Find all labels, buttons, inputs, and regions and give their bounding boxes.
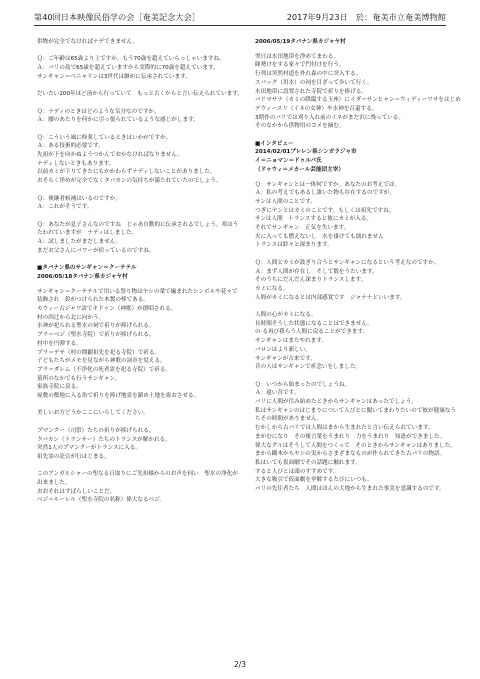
paragraph: プマンクー（司祭）たちの祈りが捧げられる。 クバカン（トランサー）たちのトランスが解かれる。 突然1人のプマンクーがトランスに入る。 祖先霊の託宣が行はじまる。 — [37, 427, 171, 460]
paragraph: だいたい200年ほど前から行っていて もっと古くからと言い伝えられています。 — [37, 91, 244, 98]
paragraph: 供物が完全でなければナデできません。 — [37, 39, 139, 45]
section-heading: 2006/05/19タバナン県カジャヤ村 — [255, 39, 346, 45]
paragraph: Ｑ：サンギャンとは一体何ですか。あなたのお考えでは。 Ａ：私の考えでもあるし誰いた物も存在するのですが。 サンは人間のことです。 つぎにヤンとはカミのことです。もしくは祖先ですね。 サンは人間 トランスすると彼にカミが入る。 それでサンギャン 正気を失います。 火に入っても燃えないし 水を掛けても濡れません トランスは鈴々と深まります。 — [255, 181, 401, 249]
right-column — [255, 38, 461, 502]
left-column — [37, 38, 243, 514]
paragraph: Ｑ：こういう風に修業しているときはいかがですか。 Ａ：ある技術的必要です。 先祖が下を向かぬようつかんでおかなければなりません。 ナディしないときもあります。 以前カミが下りてきたにもかかわらずナディしないことがありました。 おそらく浄めが完全でなくタバカンの気持ちが満たれていたのでしょう。 — [37, 134, 222, 185]
header-date-venue: 2017年9月23日 於：奄美市立奄美博物館 — [286, 12, 446, 22]
paragraph: 人間の心がカミになる。 長時間そうした状態になることはできません。 の る再び我らう人間に戻ることができます。 サンギャンはまたやれます。 バロンはより新しい。 サンギャンが古来です。 昔の人はサンギャンで祈念いをしました。 — [255, 312, 373, 371]
page-number: 2/3 — [233, 660, 247, 669]
header-event-title: 第40回日本映像民俗学の会［奄美記念大会］ — [34, 12, 200, 22]
page-header — [34, 12, 446, 26]
paragraph: 美しいお方どうかここにいらしてください。 — [37, 410, 149, 417]
section-heading: ■タバナン県のサンギャン＝クーテテル 2006/05/18タバナン県カジャヤ村 — [37, 265, 137, 280]
paragraph: Ｑ：あなたが息子さんなのですね じゃあ自動的に伝承されるでしょう。寒はうたわれていますが ナディはしました。 Ａ：試しましたがまだしません。 まだお父さんにパワーが宿っているのですね。 — [37, 221, 239, 254]
paragraph: Ｑ：ご年齢は65歳より上ですか。もう70歳を超えていらっしゃいますね。 Ａ：バリの島で65歳を超えていますから実際的に70歳を超えています。 サンギャン＝ベニャリンは3世代は継がに伝承されています。 — [37, 56, 225, 80]
header-rule — [34, 25, 446, 26]
paragraph: このアンガルシャーの聖なる日取りにご先祖様からのお声を伺い 聖水の浄化が出来ました。 おおそれはすばらしいことだ。 ベジ＝ルーレル（聖水寺院の名称）偉大なるベジ。 — [37, 471, 238, 504]
paragraph: 翌日は水田地帯を浄めてまわる。 隊勢けをする家々で門付けを行う。 行列は突然村道を外れ森の中に突入する。 スバック（用水）の祠を目ざって歩いて行く。 水田地帯に設置された寺院で祈りを捧げる。 バドマサナ（カミの降臨する玉座）にイダーサンヒャン＝ウィディーワサをはじめ デウィースリ（イネの女神）や水神を召還する。 3期作のバリでは刈り入れ前のイネがまだ沢に残っている。 そのなかから供物用のコメを摘む。 — [255, 53, 461, 130]
paragraph: Ｑ：後継者候補はいるのですか。 Ａ：これがそうです。 — [37, 195, 121, 211]
paragraph: Ｑ：いつから始まったのでしょうね。 Ａ：遠い昔です。 バリに人間が住み始めたときからサンギャンはあったでしょう。 私はサンギャンのはじまりについて人びとに聞いてまわりたいので彼が健康なうちその時間がありません。 むかしから古バリでは人間はまから生まれたと言い伝えられています。 まがむになり その後言葉をうまれり 力をうまれり 知恵ができました。 偉大なグルはそうして人間をつくって そのときからサンギャンはありました。 まから糊木からヤシの実からさまざまなものが作られてきた古バリの物語。 私はいても仮面劇でその話題に触れます。 すると人びとは頭のすすめです。 大きな吸引で仮面劇を挙解するたびにいつも。 バリの先住者たち 人間はほんの大地から生まれた事実を意識するのです。 — [255, 381, 456, 493]
section-heading: ■インタビュー 2014/02/01ブレレン県シンガラジャ市 イ＝ニョマン＝ドゥルパ氏 （ドゥウィ＝メカール芸能団主宰） — [255, 140, 357, 173]
paragraph: サンギャン＝クーテテルで用いる祭り物はヤシの葉で編まれたシンボルや花々で装飾され 鈴がつけられた木製の棒である。 カウィー古ジャワ語でキドゥン（神歌）が朗唱される。 村の四辻から北に向かう。 水神が祀られる聖水の祠で祈りが捧げられる。 プラ＝ベジ（聖水寺院）で祈りが捧げられる。 村中を円弾する。 プラ＝デサ（村の開闢祖先を祀る寺院）で祈る。 子どもたちがメモを見ながら神歌の詞章を覚える。 プラ＝ダレム（不浄化の死者霊を祀る寺院）で祈る。 墓所のなかでも行うサンギャン。 家族寺院に戻る。 屋敷の敷地に入る角で祈りを捧げ地霊を鎮め土地を祓おさせる。 — [37, 288, 238, 400]
paragraph: Ｑ：人間とカミが鼓ぎり合うとサンギャンになるという考えなのですか。 Ａ：まず人間が存在し そして数をうたいます。 そのうちにだんだん深まりトランスします。 カミになる。 人間がカミになるとは内部感覚です ジャナナといいます。 — [255, 259, 440, 301]
paragraph: Ｑ：ナディのときはどのような気分なのですか。 Ａ：腰のあたりを何かに引っ張られているような感じがします。 — [37, 108, 199, 124]
